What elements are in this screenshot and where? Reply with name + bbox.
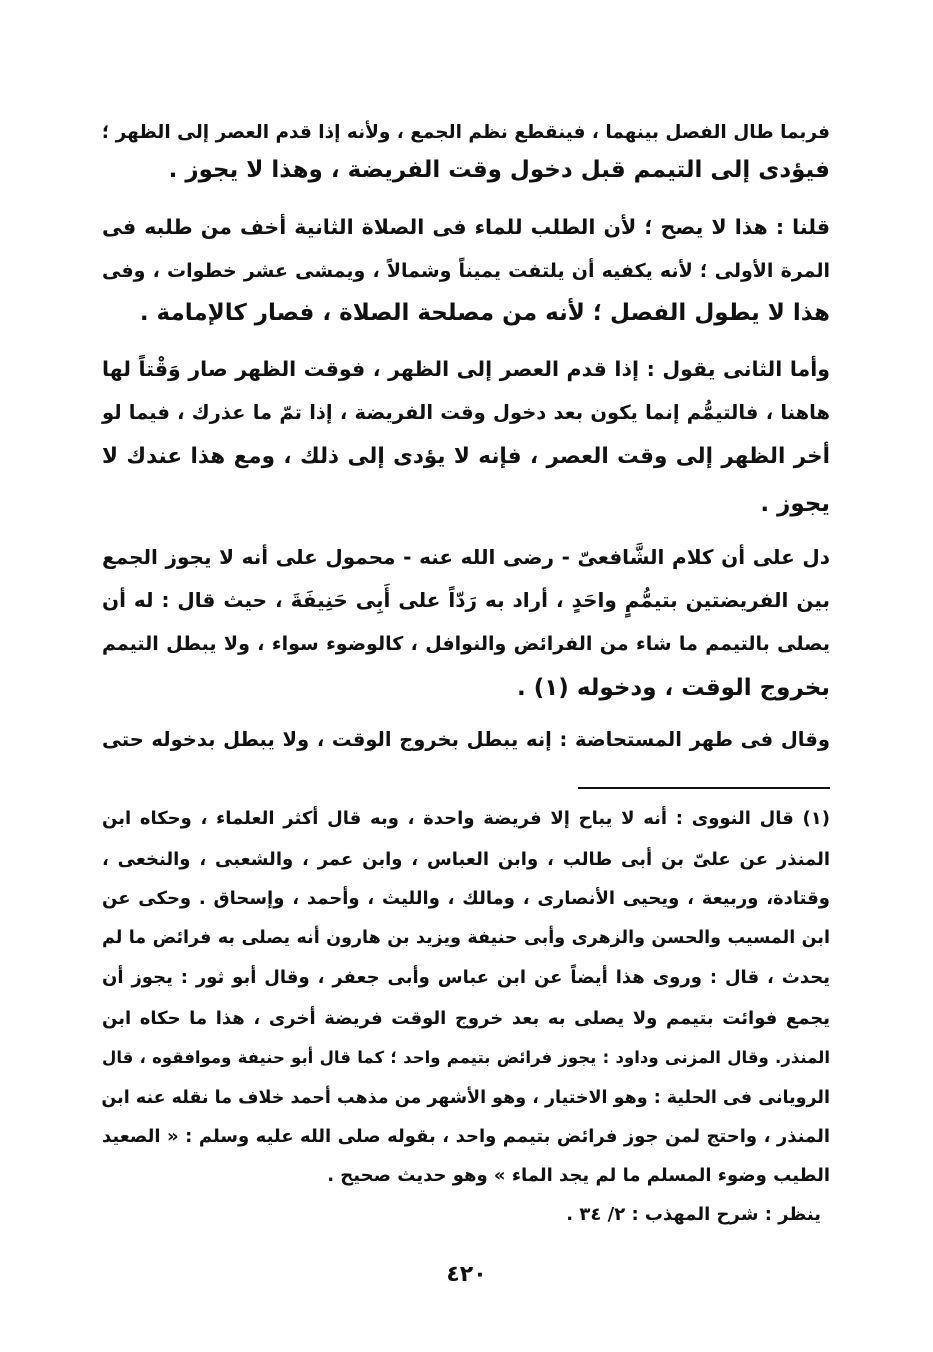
- footnote-line: يجمع فوائت بتيمم ولا يصلى به بعد خروج الوقت فريضة أخرى ، هذا ما حكاه ابن: [102, 1008, 830, 1029]
- text-line: فيؤدى إلى التيمم قبل دخول وقت الفريضة ، وهذا لا يجوز .: [168, 157, 830, 183]
- text-line: وقال فى طهر المستحاضة : إنه يبطل بخروج الوقت ، ولا يبطل بدخوله حتى: [102, 728, 830, 751]
- footnote-line: يحدث ، قال : وروى هذا أيضاً عن ابن عباس وأبى جعفر ، وقال أبو ثور : يجوز أن: [102, 967, 830, 988]
- text-line: المرة الأولى ؛ لأنه يكفيه أن يلتفت يميناً وشمالاً ، ويمشى عشر خطوات ، وفى: [102, 260, 830, 282]
- text-line: قلنا : هذا لا يصح ؛ لأن الطلب للماء فى الصلاة الثانية أخف من طلبه فى: [102, 215, 830, 239]
- text-line: وأما الثانى يقول : إذا قدم العصر إلى الظهر ، فوقت الظهر صار وَقْتاً لها: [102, 357, 830, 381]
- footnote-line: المنذر ، واحتج لمن جوز فرائض بتيمم واحد ، بقوله صلى الله عليه وسلم : « الصعيد: [102, 1126, 830, 1147]
- text-line: دل على أن كلام الشَّافعىّ - رضى الله عنه - محمول على أنه لا يجوز الجمع: [102, 545, 830, 569]
- footnote-separator: [578, 787, 830, 789]
- footnote-line: (١) قال النووى : أنه لا يباح إلا فريضة واحدة ، وبه قال أكثر العلماء ، وحكاه ابن: [102, 808, 830, 829]
- footnote-line: الطيب وضوء المسلم ما لم يجد الماء » وهو حديث صحيح .: [327, 1165, 830, 1186]
- text-line: فربما طال الفصل بينهما ، فينقطع نظم الجمع ، ولأنه إذا قدم العصر إلى الظهر ؛: [101, 122, 830, 143]
- footnote-line: المنذر. وقال المزنى وداود : يجوز فرائض بتيمم واحد ؛ كما قال أبو حنيفة وموافقوه ، قال: [102, 1048, 830, 1067]
- footnote-line: الرويانى فى الحلية : وهو الاختيار ، وهو الأشهر من مذهب أحمد خلاف ما نقله عنه ابن: [101, 1088, 830, 1108]
- page-number: ٤٢٠: [446, 1262, 487, 1287]
- footnote-reference: ينظر : شرح المهذب : ٢/ ٣٤ .: [566, 1204, 821, 1225]
- text-line: هاهنا ، فالتيمُّم إنما يكون بعد دخول وقت الفريضة ، إذا تمّ ما عذرك ، فيما لو: [102, 401, 830, 424]
- footnote-line: المنذر عن علىّ بن أبى طالب ، وابن العباس ، وابن عمر ، والشعبى ، والنخعى ،: [102, 849, 830, 870]
- text-line: بين الفريضتين بتيمُّمٍ واحَدٍ ، أراد به رَدّاً على أَبِى حَنِيفَةَ ، حيث قال : له أن: [102, 588, 830, 612]
- text-line: بخروج الوقت ، ودخوله (١) .: [516, 675, 830, 701]
- text-line: أخر الظهر إلى وقت العصر ، فإنه لا يؤدى إلى ذلك ، ومع هذا عندك لا: [102, 444, 830, 469]
- footnote-line: ابن المسيب والحسن والزهرى وأبى حنيفة ويزيد بن هارون أنه يصلى به فرائض ما لم: [102, 928, 830, 948]
- text-line: يصلى بالتيمم ما شاء من الفرائض والنوافل ، كالوضوء سواء ، ولا يبطل التيمم: [102, 633, 830, 655]
- text-line: يجوز .: [760, 491, 830, 517]
- text-line: هذا لا يطول الفصل ؛ لأنه من مصلحة الصلاة ، فصار كالإمامة .: [139, 300, 830, 326]
- footnote-line: وقتادة، وربيعة ، ويحيى الأنصارى ، ومالك ، والليث ، وأحمد ، وإسحاق . وحكى عن: [102, 888, 830, 909]
